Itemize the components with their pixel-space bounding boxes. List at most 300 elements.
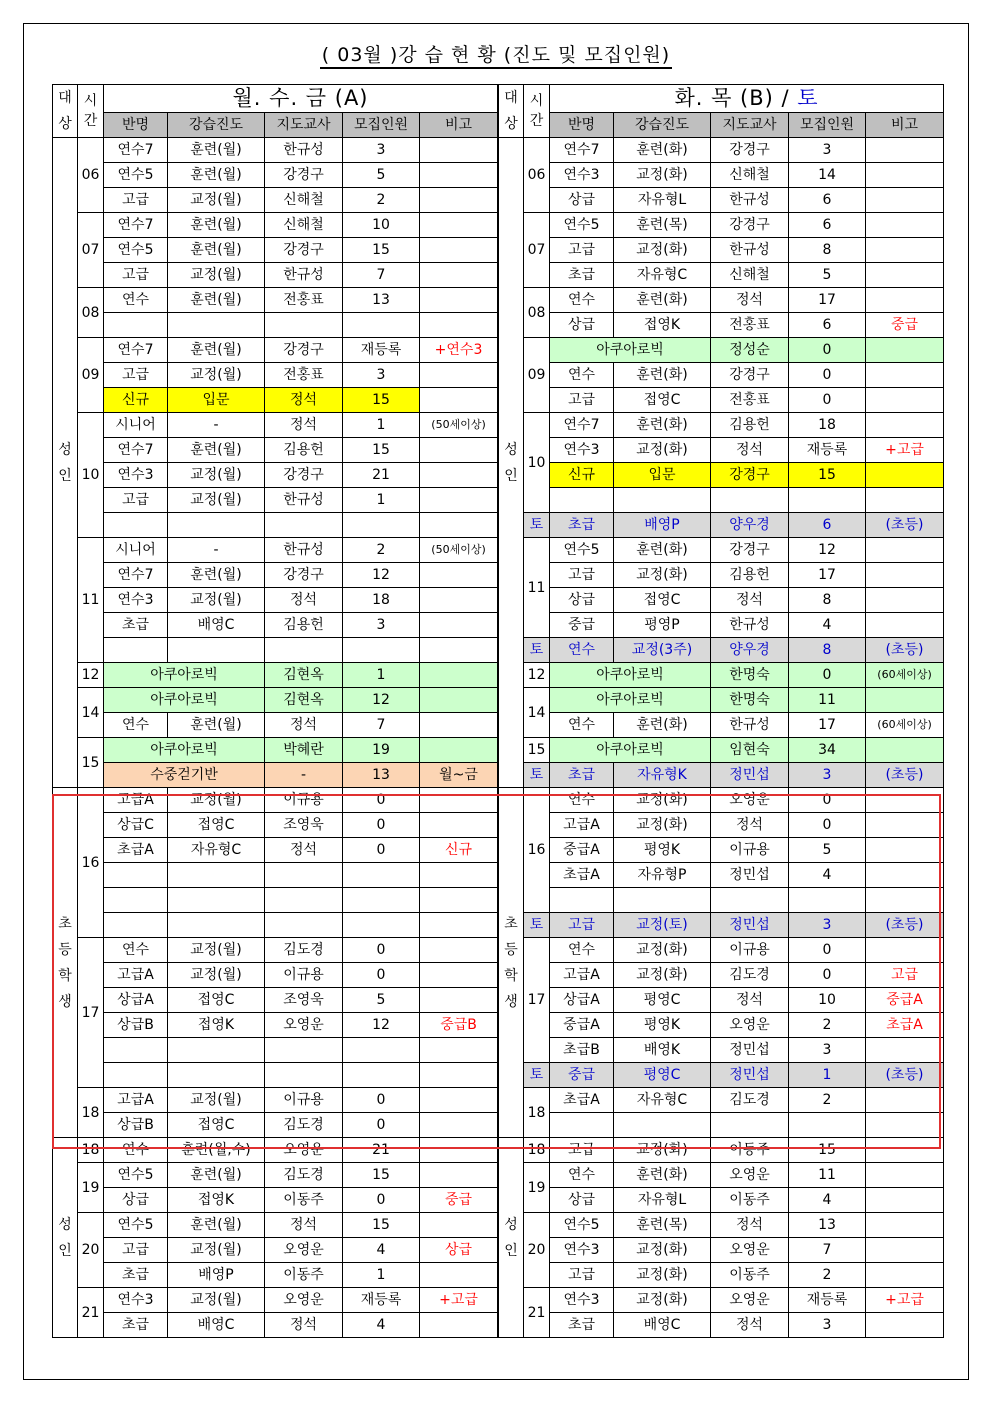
cell: 입문 xyxy=(614,463,711,488)
cell: +연수3 xyxy=(420,338,498,363)
cell: 연수5 xyxy=(104,1213,168,1238)
cell: 14 xyxy=(789,163,866,188)
cell: 13 xyxy=(343,763,420,788)
cell: 13 xyxy=(343,288,420,313)
cell xyxy=(420,963,498,988)
cell: 훈련(목) xyxy=(614,213,711,238)
cell xyxy=(168,863,265,888)
cell: 평영K xyxy=(614,838,711,863)
cell: 오영운 xyxy=(265,1138,343,1163)
cell: 양우경 xyxy=(711,638,789,663)
cell: 2 xyxy=(789,1013,866,1038)
cell: 접영K xyxy=(614,313,711,338)
cell: 교정(월) xyxy=(168,1288,265,1313)
time-cell: 20 xyxy=(78,1213,104,1288)
cell: 한규성 xyxy=(265,263,343,288)
saturday-marker: 토 xyxy=(524,513,550,538)
cell: 이동주 xyxy=(265,1263,343,1288)
cell: 0 xyxy=(789,963,866,988)
cell xyxy=(343,913,420,938)
cell: 8 xyxy=(789,588,866,613)
cell: 정민섭 xyxy=(711,763,789,788)
cell xyxy=(866,1138,944,1163)
cell: 정석 xyxy=(265,1213,343,1238)
cell: 17 xyxy=(789,563,866,588)
cell xyxy=(420,588,498,613)
cell: 연수5 xyxy=(104,163,168,188)
col-enrollment: 모집인원 xyxy=(789,112,866,137)
cell: 훈련(월) xyxy=(168,238,265,263)
cell: 12 xyxy=(343,563,420,588)
cell xyxy=(420,1063,498,1088)
cell: 10 xyxy=(789,988,866,1013)
cell: 김도경 xyxy=(711,1088,789,1113)
cell: 훈련(화) xyxy=(614,138,711,163)
cell: 이동주 xyxy=(711,1188,789,1213)
cell xyxy=(866,188,944,213)
cell: 0 xyxy=(789,938,866,963)
cell: 접영K xyxy=(168,1013,265,1038)
cell: 초급 xyxy=(550,763,614,788)
cell: 연수7 xyxy=(104,563,168,588)
cell: 연수 xyxy=(550,638,614,663)
cell: 6 xyxy=(789,313,866,338)
cell: 교정(3주) xyxy=(614,638,711,663)
cell: 교정(화) xyxy=(614,1288,711,1313)
cell: 정석 xyxy=(711,1313,789,1338)
cell: 5 xyxy=(343,163,420,188)
cell: 김도경 xyxy=(265,938,343,963)
cell xyxy=(420,688,498,713)
cell: 신해철 xyxy=(711,263,789,288)
schedule-tts xyxy=(498,84,943,1338)
cell: 연수7 xyxy=(104,338,168,363)
time-cell: 11 xyxy=(524,538,550,638)
cell: 0 xyxy=(789,388,866,413)
time-cell: 07 xyxy=(78,213,104,288)
cell: 훈련(월) xyxy=(168,1213,265,1238)
cell: 고급 xyxy=(104,1238,168,1263)
cell: 신해철 xyxy=(265,188,343,213)
cell: 한명숙 xyxy=(711,663,789,688)
cell: 연수 xyxy=(550,363,614,388)
cell: 고급 xyxy=(866,963,944,988)
cell: 초급A xyxy=(104,838,168,863)
cell: 이동주 xyxy=(711,1138,789,1163)
cell: 중급 xyxy=(550,613,614,638)
cell xyxy=(265,513,343,538)
cell: 연수5 xyxy=(104,1163,168,1188)
cell: 이규용 xyxy=(265,963,343,988)
cell: 강경구 xyxy=(711,363,789,388)
cell: 상급 xyxy=(550,313,614,338)
cell: 상급 xyxy=(104,1188,168,1213)
cell: 중급 xyxy=(550,1063,614,1088)
cell: 자유형C xyxy=(168,838,265,863)
cell: 접영K xyxy=(168,1188,265,1213)
cell: (초등) xyxy=(866,763,944,788)
cell: 오영운 xyxy=(711,1288,789,1313)
heading-weekday: 화. 목 (B) / xyxy=(674,86,798,111)
cell xyxy=(420,713,498,738)
cell xyxy=(866,863,944,888)
cell xyxy=(789,888,866,913)
cell: 고급 xyxy=(104,488,168,513)
cell: 상급B xyxy=(104,1113,168,1138)
time-cell: 19 xyxy=(524,1163,550,1213)
cell xyxy=(789,488,866,513)
cell: 이규용 xyxy=(711,938,789,963)
cell: 13 xyxy=(789,1213,866,1238)
cell: 교정(월) xyxy=(168,1088,265,1113)
cell xyxy=(343,1063,420,1088)
cell: 중급A xyxy=(550,838,614,863)
cell: 훈련(월) xyxy=(168,338,265,363)
cell: 2 xyxy=(343,188,420,213)
cell: 정석 xyxy=(265,713,343,738)
cell xyxy=(343,888,420,913)
cell: 초급 xyxy=(550,263,614,288)
cell: 교정(화) xyxy=(614,163,711,188)
cell: 훈련(화) xyxy=(614,288,711,313)
header-target: 대상 xyxy=(499,85,524,138)
cell xyxy=(420,263,498,288)
cell xyxy=(866,938,944,963)
cell: 오영운 xyxy=(711,1238,789,1263)
cell: - xyxy=(265,763,343,788)
cell: 훈련(월) xyxy=(168,438,265,463)
cell: 고급A xyxy=(104,1088,168,1113)
header-time: 시간 xyxy=(78,85,104,138)
cell: 수중걷기반 xyxy=(104,763,265,788)
cell xyxy=(104,1063,168,1088)
cell: 1 xyxy=(343,663,420,688)
cell xyxy=(866,163,944,188)
cell: 교정(월) xyxy=(168,1238,265,1263)
cell: 21 xyxy=(343,463,420,488)
cell: 오영운 xyxy=(711,788,789,813)
cell: 연수7 xyxy=(550,413,614,438)
cell: 신규 xyxy=(420,838,498,863)
cell xyxy=(420,1088,498,1113)
cell: 0 xyxy=(343,1188,420,1213)
cell: 7 xyxy=(789,1238,866,1263)
cell: 훈련(월) xyxy=(168,138,265,163)
cell: 초급A xyxy=(550,863,614,888)
cell: 5 xyxy=(343,988,420,1013)
cell: 평영C xyxy=(614,1063,711,1088)
cell: 이규용 xyxy=(711,838,789,863)
cell: (50세이상) xyxy=(420,538,498,563)
cell: 0 xyxy=(343,1113,420,1138)
cell: 김현옥 xyxy=(265,688,343,713)
cell: 교정(월) xyxy=(168,938,265,963)
cell: 한규성 xyxy=(265,538,343,563)
header-time: 시간 xyxy=(524,85,550,138)
cell: (60세이상) xyxy=(866,663,944,688)
col-class: 반명 xyxy=(104,112,168,137)
cell xyxy=(420,863,498,888)
cell xyxy=(866,338,944,363)
cell: 연수5 xyxy=(550,538,614,563)
cell xyxy=(866,1038,944,1063)
cell: 초급 xyxy=(550,513,614,538)
cell: 고급 xyxy=(104,363,168,388)
cell xyxy=(420,638,498,663)
cell xyxy=(866,1313,944,1338)
cell: 교정(화) xyxy=(614,1138,711,1163)
cell: 강경구 xyxy=(265,338,343,363)
cell: 훈련(월) xyxy=(168,163,265,188)
schedule-mwf xyxy=(52,84,497,1338)
cell: 연수 xyxy=(104,713,168,738)
cell: 교정(화) xyxy=(614,238,711,263)
cell: 고급 xyxy=(550,238,614,263)
cell: 접영C xyxy=(614,588,711,613)
cell: 연수 xyxy=(550,788,614,813)
cell: 연수 xyxy=(104,1138,168,1163)
cell: 연수3 xyxy=(104,463,168,488)
cell: 정석 xyxy=(265,838,343,863)
cell: 오영운 xyxy=(265,1238,343,1263)
cell xyxy=(866,1088,944,1113)
cell: 15 xyxy=(343,1213,420,1238)
cell: 정석 xyxy=(265,588,343,613)
cell: 강경구 xyxy=(265,563,343,588)
saturday-marker: 토 xyxy=(524,913,550,938)
cell: 자유형K xyxy=(614,763,711,788)
cell: 0 xyxy=(789,338,866,363)
cell: 오영운 xyxy=(265,1013,343,1038)
cell: 상급 xyxy=(550,188,614,213)
cell: 초급 xyxy=(104,613,168,638)
time-cell: 15 xyxy=(78,738,104,788)
cell: 연수5 xyxy=(104,238,168,263)
time-cell: 11 xyxy=(78,538,104,663)
cell xyxy=(550,1113,614,1138)
cell: 상급 xyxy=(420,1238,498,1263)
cell: 0 xyxy=(789,813,866,838)
cell xyxy=(168,1038,265,1063)
cell xyxy=(420,188,498,213)
cell: (초등) xyxy=(866,638,944,663)
cell: 고급A xyxy=(550,813,614,838)
saturday-marker: 토 xyxy=(524,638,550,663)
cell: 교정(화) xyxy=(614,563,711,588)
cell xyxy=(420,438,498,463)
cell: 고급A xyxy=(550,963,614,988)
cell xyxy=(866,288,944,313)
cell: 5 xyxy=(789,263,866,288)
cell: 상급 xyxy=(550,588,614,613)
heading-saturday: 토 xyxy=(797,86,819,111)
cell: 중급A xyxy=(550,1013,614,1038)
cell xyxy=(343,863,420,888)
cell: 정석 xyxy=(711,1213,789,1238)
cell: (50세이상) xyxy=(420,413,498,438)
cell: 17 xyxy=(789,713,866,738)
cell: 오영운 xyxy=(265,1288,343,1313)
cell: 김도경 xyxy=(265,1113,343,1138)
cell: 12 xyxy=(343,1013,420,1038)
time-cell: 19 xyxy=(78,1163,104,1213)
cell: 교정(월) xyxy=(168,363,265,388)
cell: 15 xyxy=(343,388,420,413)
cell: 10 xyxy=(343,213,420,238)
cell: 훈련(화) xyxy=(614,413,711,438)
cell xyxy=(550,488,614,513)
cell: 강경구 xyxy=(265,463,343,488)
cell: +고급 xyxy=(866,438,944,463)
cell: 교정(화) xyxy=(614,963,711,988)
cell: 정석 xyxy=(711,288,789,313)
cell: 입문 xyxy=(168,388,265,413)
cell xyxy=(104,513,168,538)
cell: 배영C xyxy=(168,1313,265,1338)
cell: 정석 xyxy=(711,588,789,613)
cell: 15 xyxy=(789,463,866,488)
cell: 오영운 xyxy=(711,1013,789,1038)
cell xyxy=(866,363,944,388)
time-cell: 18 xyxy=(524,1138,550,1163)
cell: 자유형P xyxy=(614,863,711,888)
cell: 4 xyxy=(343,1238,420,1263)
time-cell: 20 xyxy=(524,1213,550,1288)
cell: 2 xyxy=(789,1263,866,1288)
cell: +고급 xyxy=(866,1288,944,1313)
cell: 연수7 xyxy=(104,213,168,238)
cell: 강경구 xyxy=(711,463,789,488)
cell xyxy=(168,513,265,538)
section-heading xyxy=(550,85,944,113)
cell xyxy=(866,738,944,763)
cell xyxy=(866,1163,944,1188)
cell: 김도경 xyxy=(711,963,789,988)
cell: 강경구 xyxy=(711,213,789,238)
cell: 교정(화) xyxy=(614,1263,711,1288)
cell: 재등록 xyxy=(789,438,866,463)
schedule-table-tts xyxy=(498,84,944,1338)
cell: 배영K xyxy=(614,1038,711,1063)
cell: 훈련(화) xyxy=(614,538,711,563)
cell: 1 xyxy=(789,1063,866,1088)
cell: 고급 xyxy=(104,263,168,288)
cell xyxy=(866,138,944,163)
cell: 자유형L xyxy=(614,188,711,213)
cell: 15 xyxy=(343,1163,420,1188)
cell: 연수5 xyxy=(550,1213,614,1238)
cell: 전홍표 xyxy=(711,313,789,338)
cell: 중급 xyxy=(420,1188,498,1213)
cell: 아쿠아로빅 xyxy=(104,663,265,688)
section-heading: 월. 수. 금 (A) xyxy=(104,85,498,113)
cell: 고급A xyxy=(104,963,168,988)
cell: 재등록 xyxy=(343,1288,420,1313)
cell: 전홍표 xyxy=(265,363,343,388)
cell: 고급 xyxy=(550,1138,614,1163)
cell: 연수 xyxy=(550,938,614,963)
cell xyxy=(420,513,498,538)
cell: 정민섭 xyxy=(711,1063,789,1088)
cell: 훈련(화) xyxy=(614,713,711,738)
cell: 조영욱 xyxy=(265,988,343,1013)
time-cell: 16 xyxy=(78,788,104,938)
col-remarks: 비고 xyxy=(866,112,944,137)
cell: 6 xyxy=(789,213,866,238)
cell xyxy=(420,288,498,313)
cell xyxy=(420,1038,498,1063)
time-cell: 21 xyxy=(78,1288,104,1338)
cell xyxy=(420,388,498,413)
cell: 4 xyxy=(789,1188,866,1213)
time-cell: 18 xyxy=(78,1138,104,1163)
cell xyxy=(420,1263,498,1288)
cell: 정성순 xyxy=(711,338,789,363)
col-teacher: 지도교사 xyxy=(711,112,789,137)
cell xyxy=(866,1113,944,1138)
cell: 중급A xyxy=(866,988,944,1013)
cell: 교정(화) xyxy=(614,1238,711,1263)
cell xyxy=(420,988,498,1013)
cell xyxy=(420,663,498,688)
cell: 0 xyxy=(343,838,420,863)
cell xyxy=(420,1213,498,1238)
cell: 연수 xyxy=(104,288,168,313)
cell: 정석 xyxy=(265,388,343,413)
cell: 정석 xyxy=(265,413,343,438)
cell: 정민섭 xyxy=(711,1038,789,1063)
cell: 3 xyxy=(789,763,866,788)
cell: 초급A xyxy=(866,1013,944,1038)
cell xyxy=(866,688,944,713)
saturday-marker: 토 xyxy=(524,1063,550,1088)
cell xyxy=(866,463,944,488)
cell: 한규성 xyxy=(265,138,343,163)
cell xyxy=(420,1313,498,1338)
header-target: 대상 xyxy=(53,85,78,138)
cell: 상급B xyxy=(104,1013,168,1038)
cell: 아쿠아로빅 xyxy=(104,688,265,713)
cell: 연수3 xyxy=(550,163,614,188)
cell: 12 xyxy=(789,538,866,563)
cell: 6 xyxy=(789,513,866,538)
cell: 연수 xyxy=(104,938,168,963)
time-cell: 18 xyxy=(78,1088,104,1138)
cell: 한규성 xyxy=(711,188,789,213)
cell: 김용헌 xyxy=(265,613,343,638)
cell xyxy=(789,1113,866,1138)
cell: 아쿠아로빅 xyxy=(550,663,711,688)
cell: 21 xyxy=(343,1138,420,1163)
cell: 3 xyxy=(343,363,420,388)
cell: (초등) xyxy=(866,513,944,538)
cell: 0 xyxy=(789,663,866,688)
cell: 한규성 xyxy=(711,238,789,263)
cell: 한규성 xyxy=(711,613,789,638)
cell: 3 xyxy=(789,1038,866,1063)
cell: 교정(월) xyxy=(168,963,265,988)
schedule-table-mwf xyxy=(52,84,498,1338)
cell: 정민섭 xyxy=(711,913,789,938)
cell: 접영C xyxy=(168,988,265,1013)
cell: 교정(월) xyxy=(168,263,265,288)
cell: 0 xyxy=(789,788,866,813)
cell: 훈련(화) xyxy=(614,363,711,388)
cell: 18 xyxy=(343,588,420,613)
time-cell: 12 xyxy=(524,663,550,688)
cell: 고급 xyxy=(550,563,614,588)
time-cell: 07 xyxy=(524,213,550,288)
